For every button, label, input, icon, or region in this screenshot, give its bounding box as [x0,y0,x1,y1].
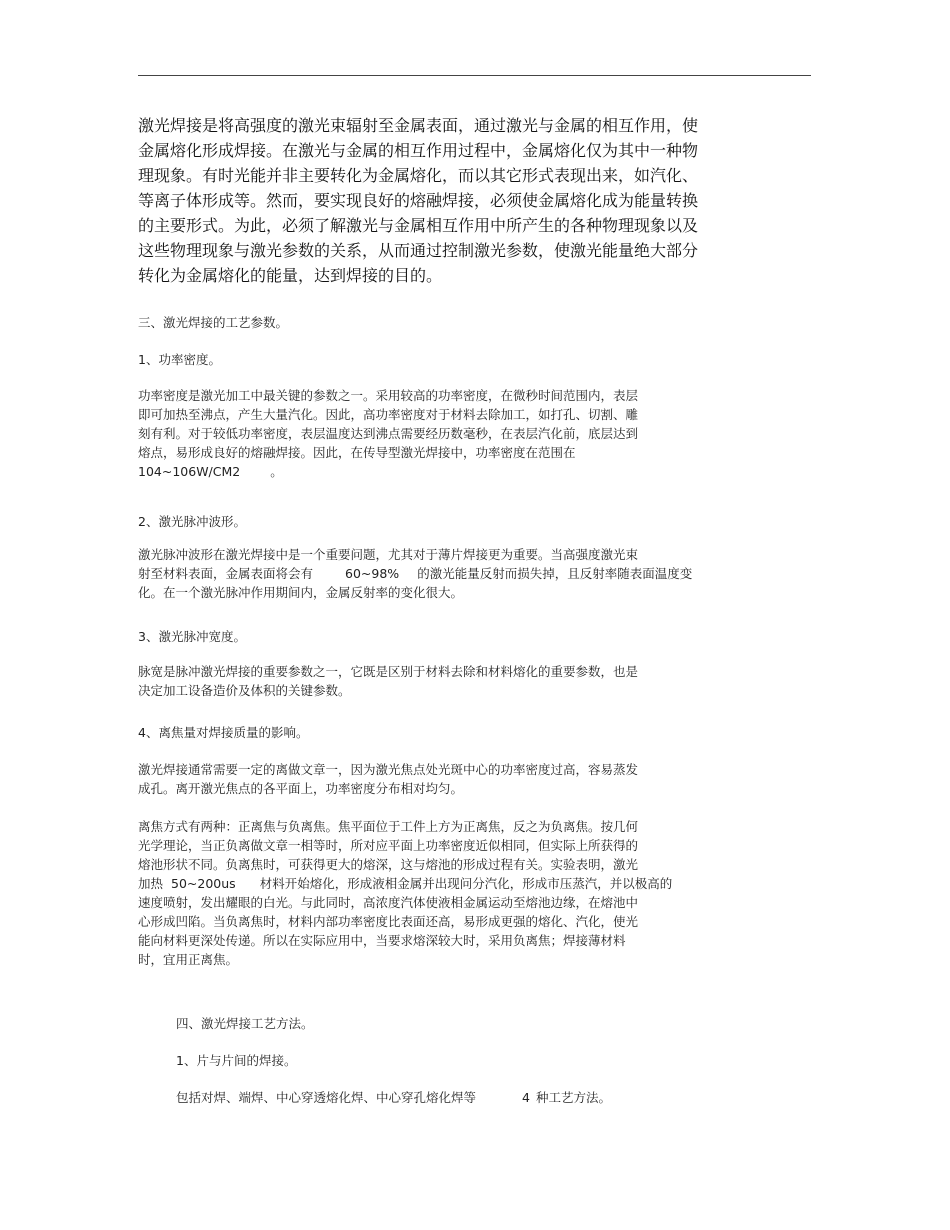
heating-time-range: 50~200us [171,876,236,891]
sub-2-heading: 2、激光脉冲波形。 [138,514,246,529]
para-line: 脉宽是脉冲激光焊接的重要参数之一，它既是区别于材料去除和材料熔化的重要参数，也是 [138,664,639,679]
text-segment: 加热 [138,876,164,891]
para-line: 成孔。离开激光焦点的各平面上，功率密度分布相对均匀。 [138,781,464,796]
text-segment: 射至材料表面，金属表面将会有 [138,566,314,581]
text-segment: 材料开始熔化，形成液相金属并出现问分汽化，形成市压蒸汽，并以极高的 [259,876,673,891]
intro-line: 的主要形式。为此，必须了解激光与金属相互作用中所产生的各种物理现象以及 [138,216,699,235]
para-line: 速度喷射，发出耀眼的白光。与此同时，高浓度汽体使液相金属运动至熔池边缘，在熔池中 [138,895,639,910]
intro-line: 激光焊接是将高强度的激光束辐射至金属表面，通过激光与金属的相互作用，使 [138,116,699,135]
intro-line: 这些物理现象与激光参数的关系，从而通过控制激光参数，使激光能量绝大部分 [138,241,699,260]
section-4-heading: 四、激光焊接工艺方法。 [176,1016,314,1031]
para-line: 心形成凹陷。当负离焦时，材料内部功率密度比表面还高，易形成更强的熔化、汽化，使光 [138,914,639,929]
para-line: 时，宜用正离焦。 [138,952,239,967]
para-line: 熔池形状不同。负离焦时，可获得更大的熔深，这与熔池的形成过程有关。实验表明，激光 [138,857,639,872]
reflectance-range: 60~98% [345,566,400,581]
para-line: 熔点，易形成良好的熔融焊接。因此，在传导型激光焊接中，功率密度在范围在 [138,445,576,460]
sub-4-paragraph-2 [138,817,672,969]
para-line: 决定加工设备造价及体积的关键参数。 [138,683,351,698]
sub-3-heading: 3、激光脉冲宽度。 [138,629,246,644]
section-3-heading: 三、激光焊接的工艺参数。 [138,315,289,330]
sub-4-heading: 4、离焦量对焊接质量的影响。 [138,725,309,740]
para-line: 功率密度是激光加工中最关键的参数之一。采用较高的功率密度，在微秒时间范围内，表层 [138,388,639,403]
text-segment: 包括对焊、端焊、中心穿透熔化焊、中心穿孔熔化焊等 [176,1090,477,1105]
intro-line: 转化为金属熔化的能量，达到焊接的目的。 [138,266,443,285]
header-rule [138,75,811,76]
intro-line: 等离子体形成等。然而，要实现良好的熔融焊接，必须使金属熔化成为能量转换 [138,191,699,210]
intro-line: 金属熔化形成焊接。在激光与金属的相互作用过程中，金属熔化仅为其中一种物 [138,141,699,160]
para-line [138,874,672,893]
section-4-sub-1-heading: 1、片与片间的焊接。 [176,1053,297,1068]
intro-line: 理现象。有时光能并非主要转化为金属熔化，而以其它形式表现出来，如汽化、 [138,166,699,185]
para-line: 激光脉冲波形在激光焊接中是一个重要问题，尤其对于薄片焊接更为重要。当高强度激光束 [138,547,639,562]
para-line: 离焦方式有两种：正离焦与负离焦。焦平面位于工件上方为正离焦，反之为负离焦。按几何 [138,819,639,834]
para-line: 激光焊接通常需要一定的离做文章一，因为激光焦点处光斑中心的功率密度过高，容易蒸发 [138,762,639,777]
section-4-sub-1-text [176,1088,611,1106]
sub-1-paragraph [138,386,638,481]
text-segment: 的激光能量反射而损失掉，且反射率随表面温度变 [417,566,693,581]
para-line [138,564,692,583]
sub-4-paragraph-1 [138,760,638,798]
method-count: 4 [522,1090,530,1105]
sub-1-heading: 1、功率密度。 [138,352,221,367]
text-segment: 种工艺方法。 [535,1090,611,1105]
para-line: 刻有利。对于较低功率密度，表层温度达到沸点需要经历数毫秒，在表层汽化前，底层达到 [138,426,639,441]
power-density-range: 104~106W/CM2 [138,464,241,479]
para-line: 化。在一个激光脉冲作用期间内，金属反射率的变化很大。 [138,585,464,600]
intro-paragraph [138,113,763,288]
sub-3-paragraph [138,662,638,700]
sub-2-paragraph [138,545,692,602]
para-line [138,462,638,481]
para-line: 能向材料更深处传递。所以在实际应用中，当要求熔深较大时，采用负离焦；焊接薄材料 [138,933,626,948]
para-line: 即可加热至沸点，产生大量汽化。因此，高功率密度对于材料去除加工，如打孔、切割、雕 [138,407,639,422]
para-line: 光学理论，当正负离做文章一相等时，所对应平面上功率密度近似相同，但实际上所获得的 [138,838,639,853]
period: 。 [270,464,283,479]
